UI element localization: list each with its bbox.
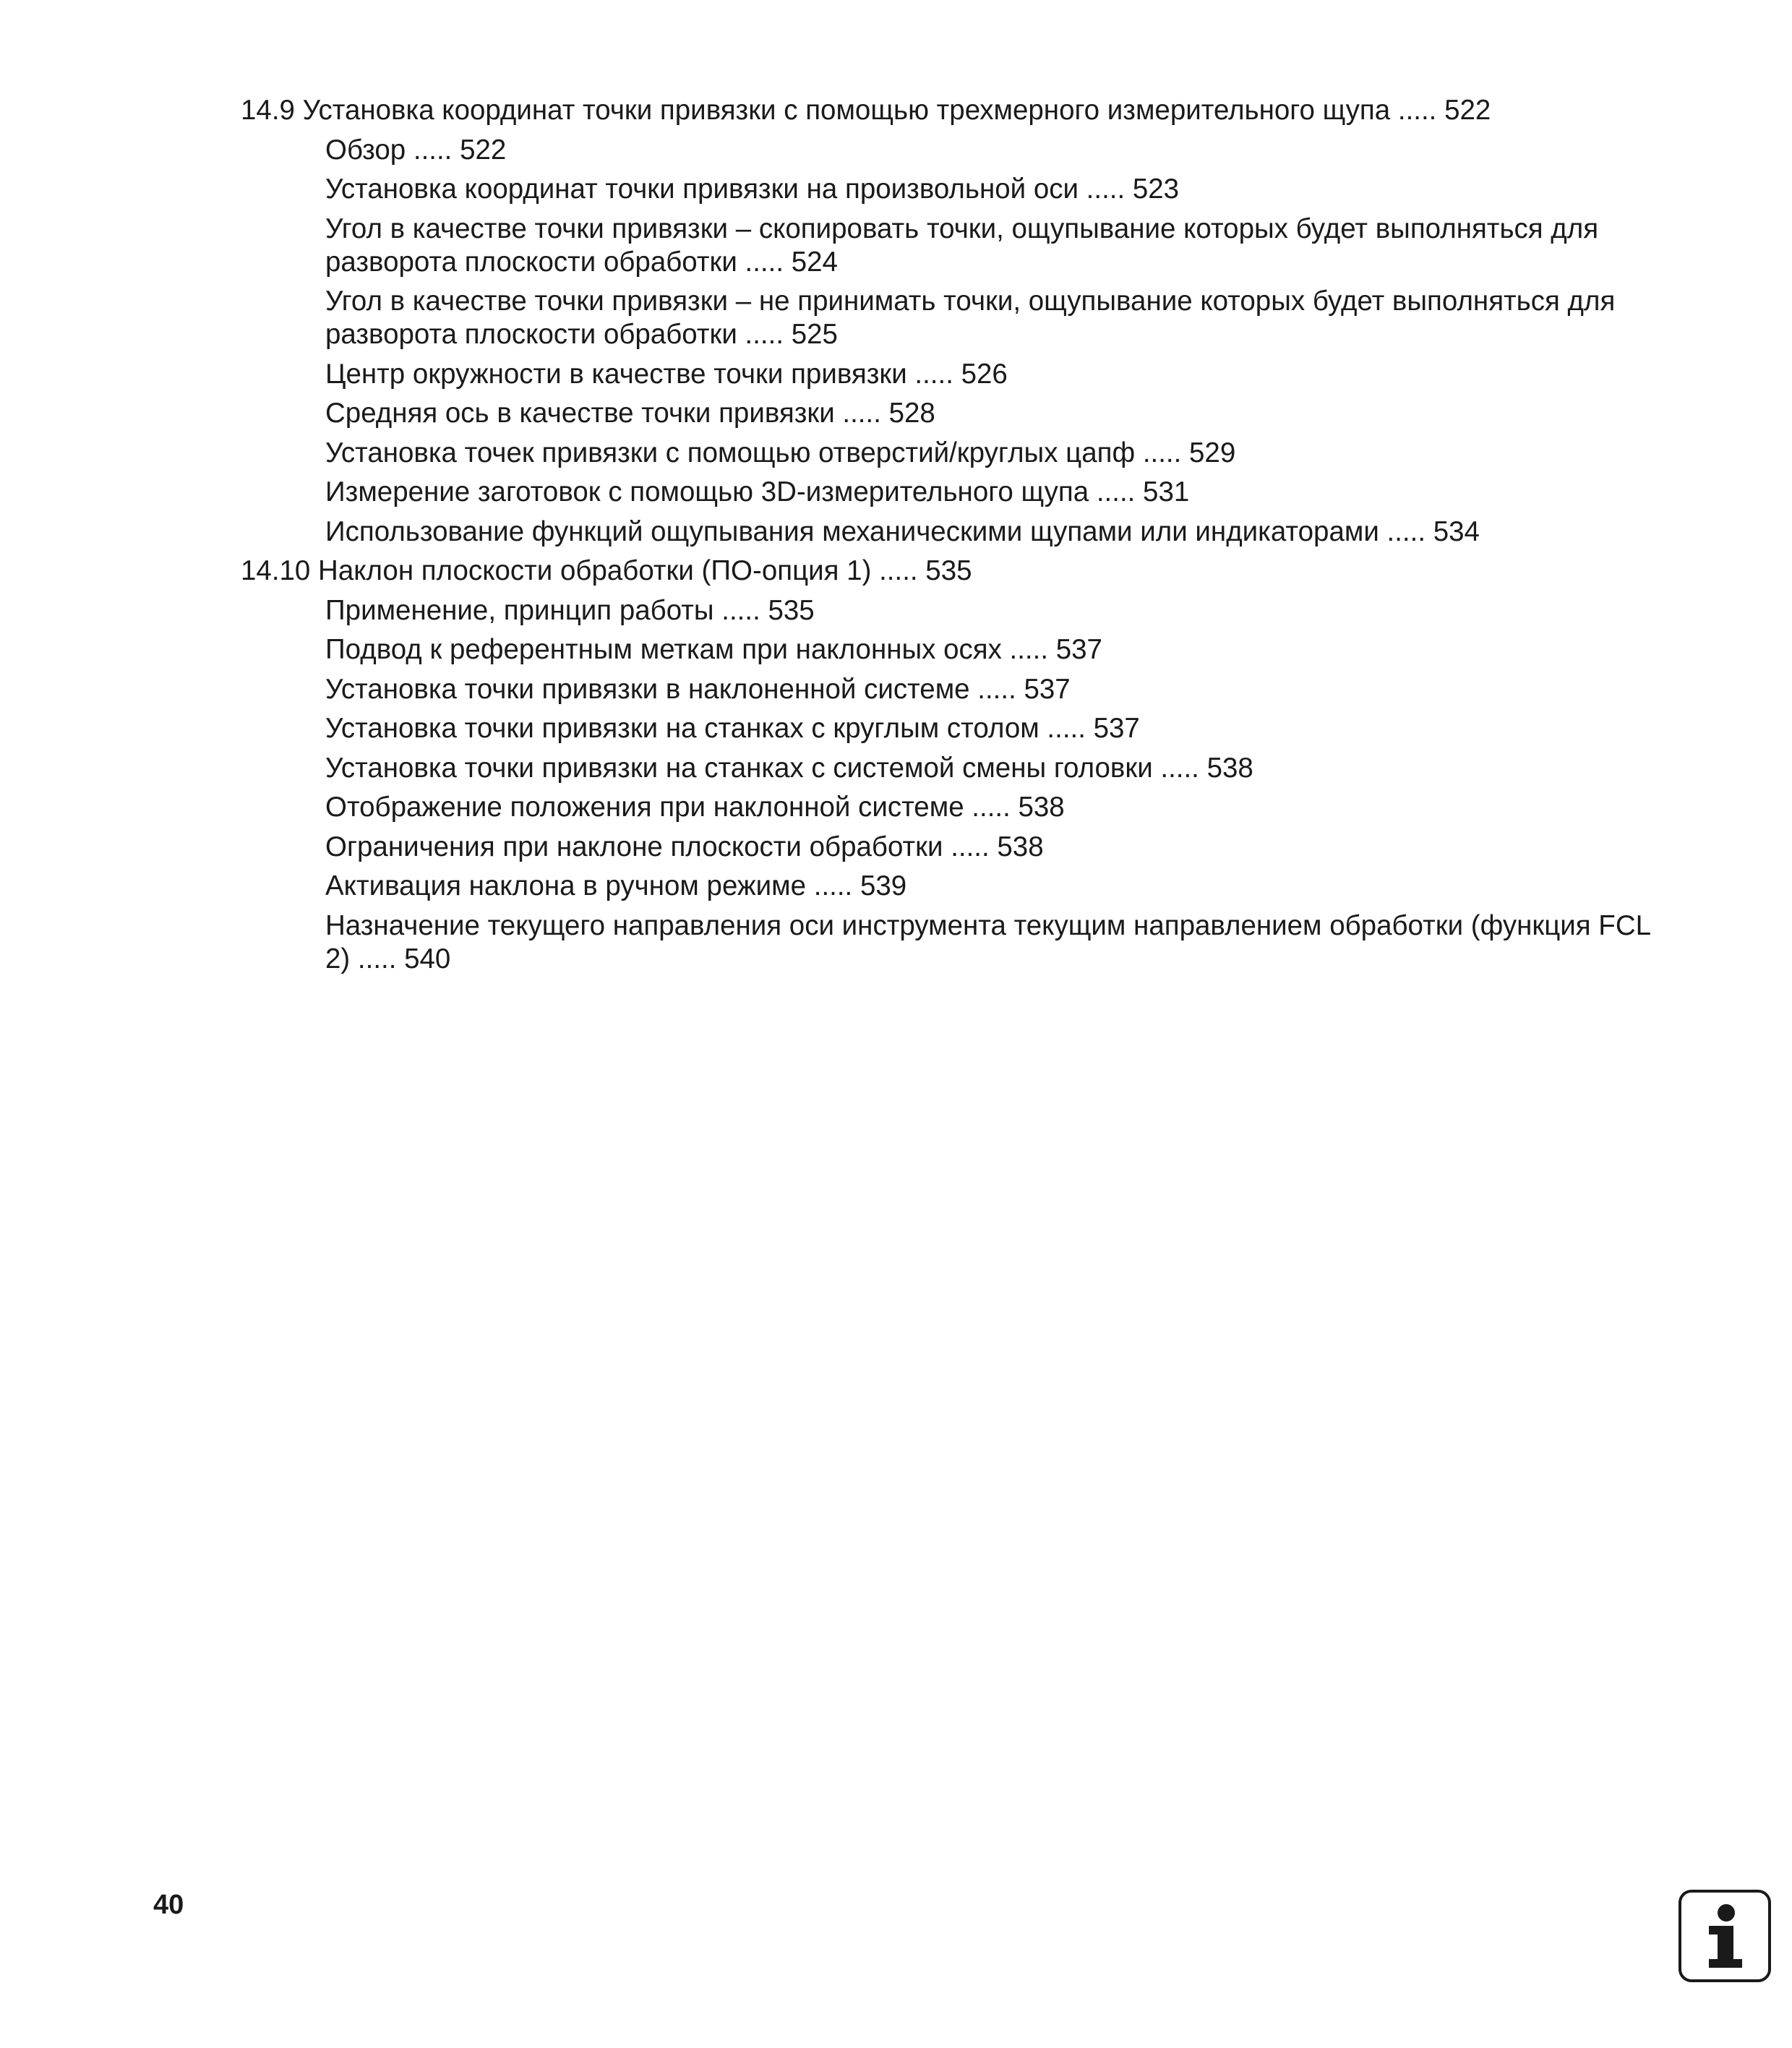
toc-entry[interactable]: 14.9 Установка координат точки привязки с помощью трехмерного измерительного щупа ..... 522 (241, 95, 1491, 126)
toc-entry[interactable]: Активация наклона в ручном режиме ..... 539 (325, 870, 907, 901)
toc-entry[interactable]: Назначение текущего направления оси инструмента текущим направлением обработки (функция FCL 2) ..... 540 (325, 909, 1650, 974)
toc-entry[interactable]: Установка точки привязки в наклоненной системе ..... 537 (325, 673, 1071, 705)
toc-entry[interactable]: Установка точки привязки на станках с системой смены головки ..... 538 (325, 752, 1253, 784)
toc-entry[interactable]: Угол в качестве точки привязки – не принимать точки, ощупывание которых будет выполняться для разворота плоскости обработки ..... 525 (325, 286, 1616, 350)
page-number: 40 (153, 1890, 184, 1920)
toc-entry[interactable]: Установка точек привязки с помощью отверстий/круглых цапф ..... 529 (325, 437, 1236, 468)
toc-entry[interactable]: Использование функций ощупывания механическими щупами или индикаторами ..... 534 (325, 515, 1480, 547)
toc-entry[interactable]: Подвод к референтным меткам при наклонных осях ..... 537 (325, 634, 1102, 665)
toc-entry[interactable]: Измерение заготовок с помощью 3D-измерительного щупа ..... 531 (325, 476, 1190, 507)
toc-entry[interactable]: Угол в качестве точки привязки – скопировать точки, ощупывание которых будет выполняться для разворота плоскости обработки ..... 524 (325, 213, 1599, 278)
toc-entry[interactable]: Применение, принцип работы ..... 535 (325, 594, 815, 626)
info-icon (1679, 1890, 1771, 1982)
info-glyph (1681, 1893, 1768, 1979)
toc-entry[interactable]: Обзор ..... 522 (325, 134, 507, 166)
toc-entry[interactable]: Средняя ось в качестве точки привязки ..... 528 (325, 398, 935, 429)
toc-entry[interactable]: Установка точки привязки на станках с круглым столом ..... 537 (325, 713, 1140, 744)
toc-entry[interactable]: Установка координат точки привязки на произвольной оси ..... 523 (325, 173, 1180, 205)
toc-entry[interactable]: Отображение положения при наклонной системе ..... 538 (325, 792, 1065, 823)
toc-entry[interactable]: Центр окружности в качестве точки привязки ..... 526 (325, 358, 1008, 390)
table-of-contents (241, 94, 1650, 982)
toc-entry[interactable]: 14.10 Наклон плоскости обработки (ПО-опция 1) ..... 535 (241, 555, 972, 586)
toc-entry[interactable]: Ограничения при наклоне плоскости обработки ..... 538 (325, 831, 1044, 862)
